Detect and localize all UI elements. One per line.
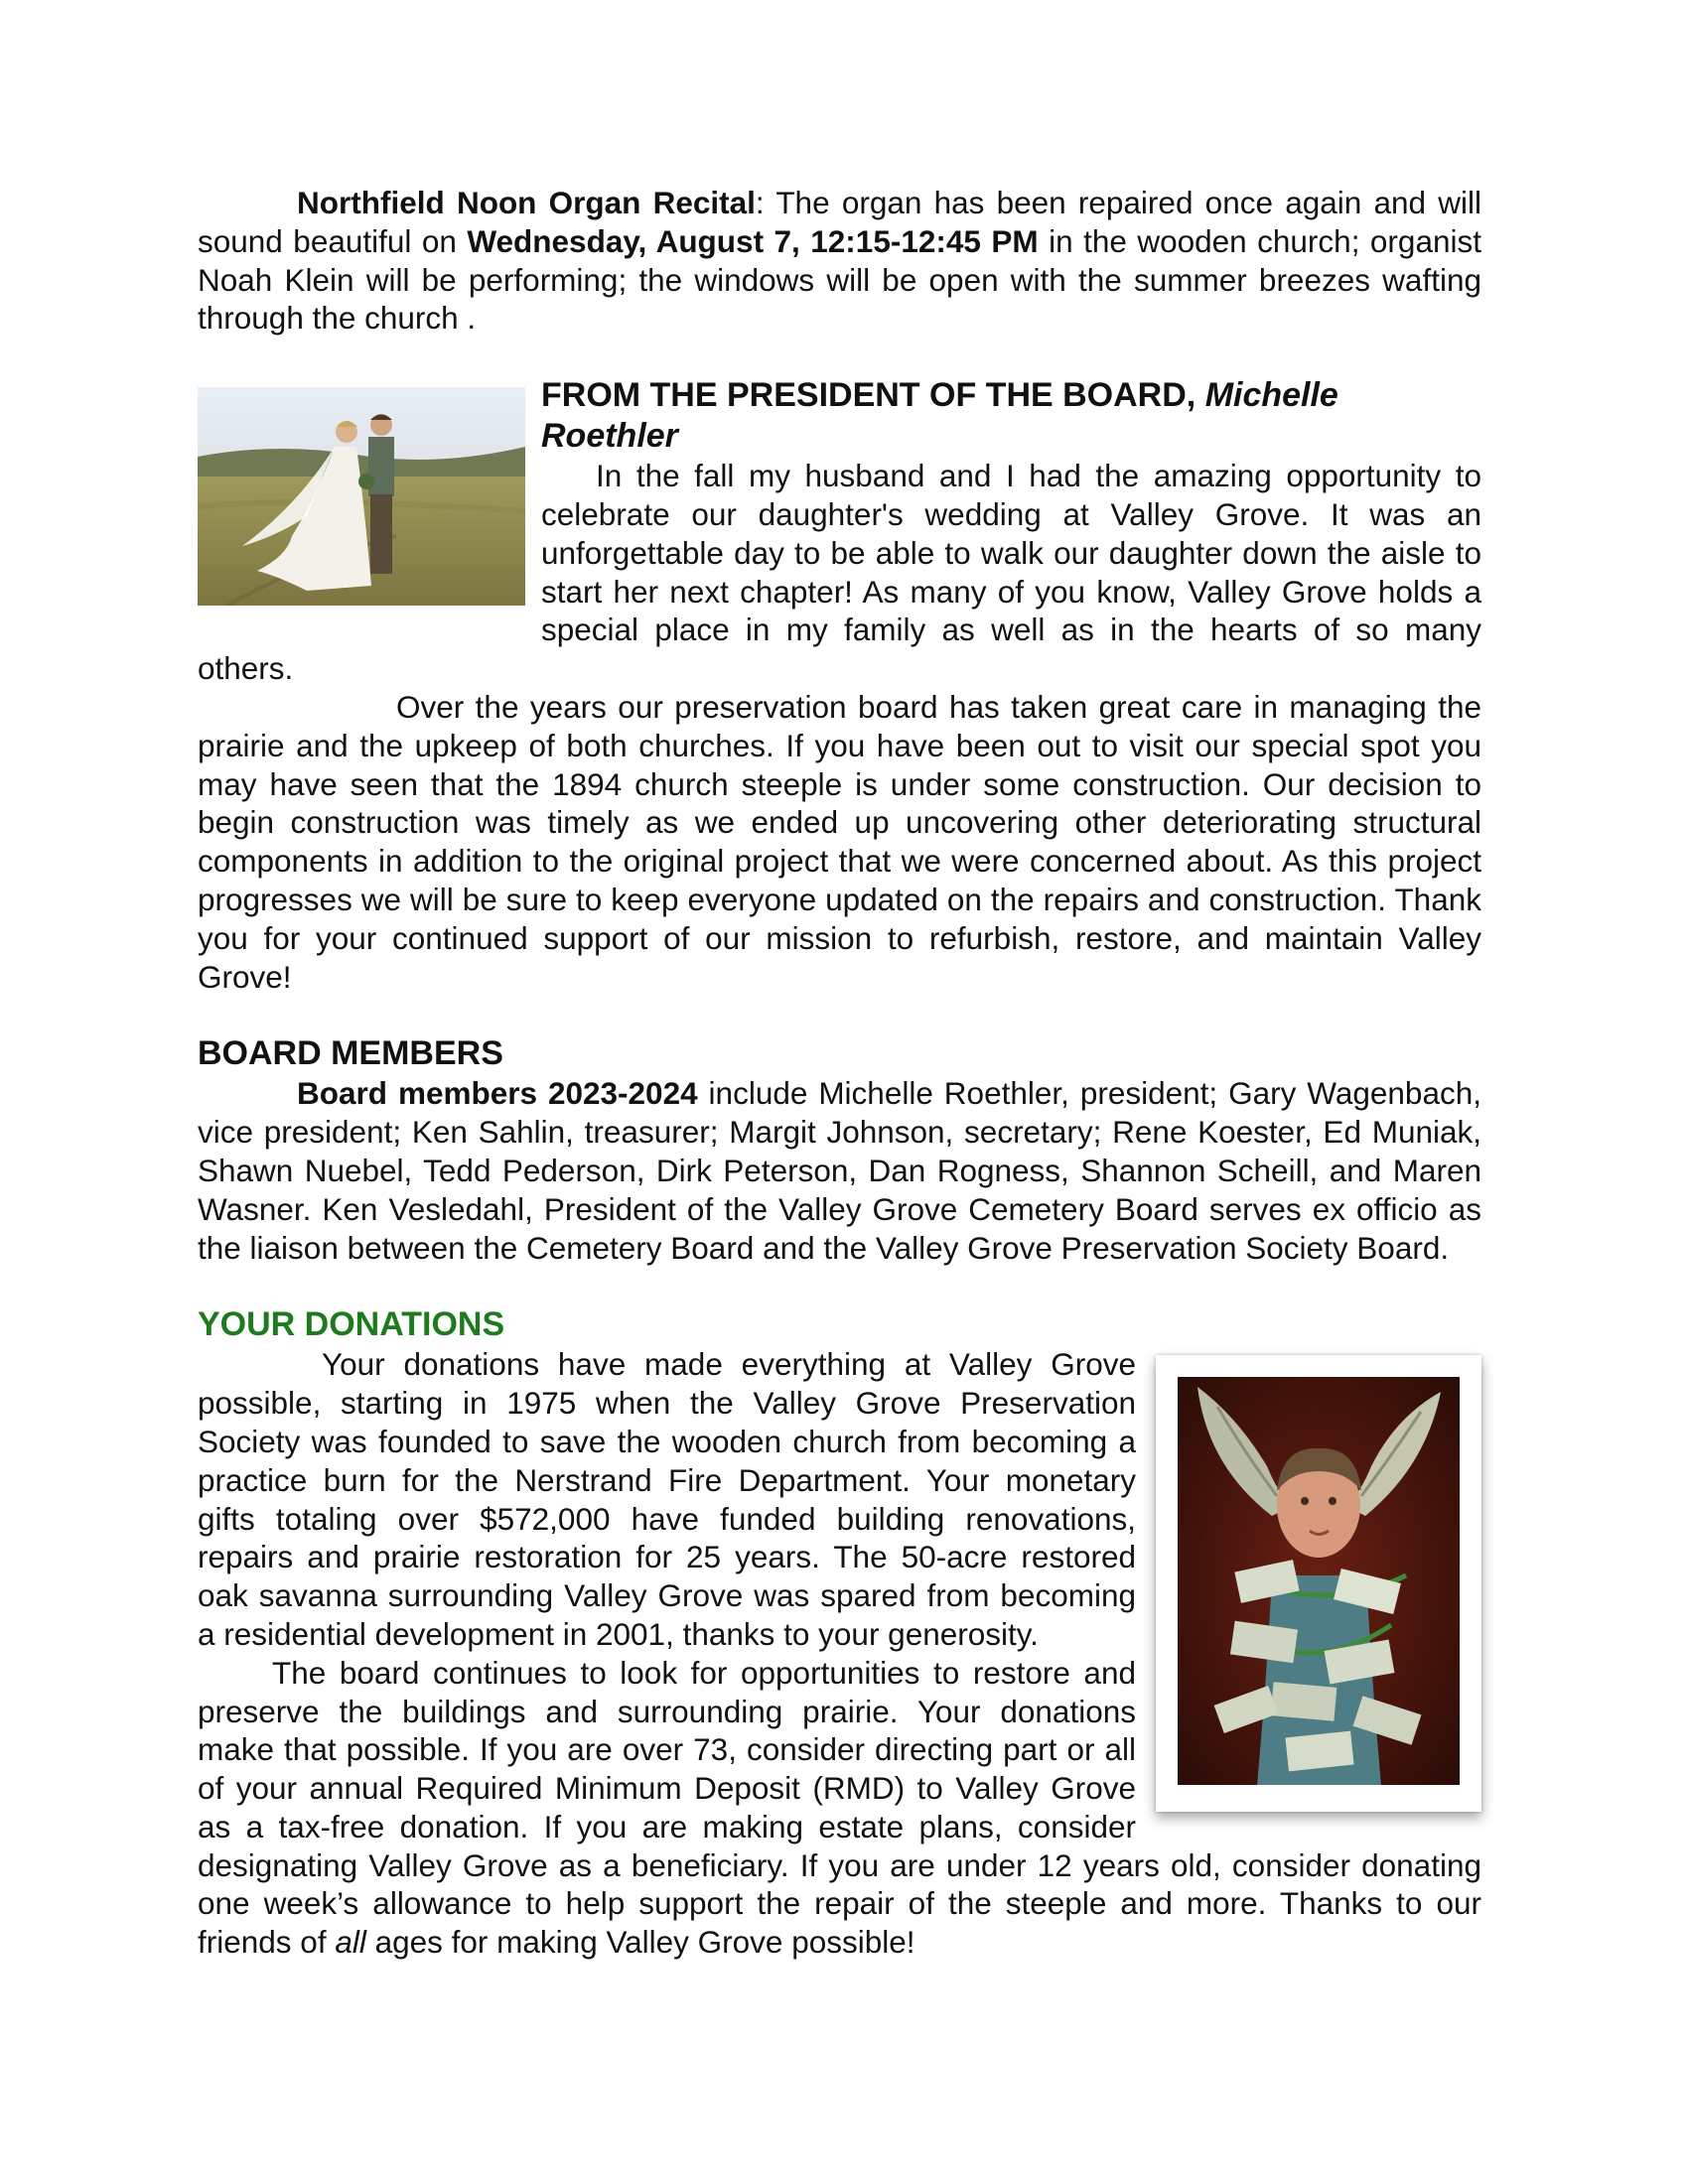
donations-paragraph-2: The board continues to look for opportunities to restore and preserve the buildings and surrounding prairie. Your donations make that possible. If you are over 73, consider directing part or all of your annual Required Minimum Deposit (RMD) to Valley Grove as a tax-free donation. If you are making estate plans, consider designating Valley Grove as a beneficiary. If you are under 12 years old, consider donating one week’s allowance to help support the repair of the steeple and more. Thanks to our friends of all ages for making Valley Grove possible! <box>198 1654 1481 1961</box>
donations-paragraph-1: Your donations have made everything at Valley Grove possible, starting in 1975 when the Valley Grove Preservation Society was founded to save the wooden church from becoming a practice burn for the Nerstrand Fire Department. Your monetary gifts totaling over $572,000 have funded building renovations, repairs and prairie restoration for 25 years. The 50-acre restored oak savanna surrounding Valley Grove was spared from becoming a residential development in 2001, thanks to your generosity. <box>198 1346 1136 1652</box>
donations-heading: YOUR DONATIONS <box>198 1305 505 1344</box>
president-paragraph-1: In the fall my husband and I had the amazing opportunity to celebrate our daughter's wedding at Valley Grove. It was an unforgettable day to be able to walk our daughter down the aisle to start her next chapter! As many of you know, Valley Grove holds a special place in my family as well as in the hearts of so many others. <box>198 458 1481 687</box>
president-name: Michelle Roethler <box>541 376 1338 456</box>
newsletter-page <box>198 184 1481 1962</box>
recital-title: Northfield Noon Organ Recital <box>297 185 756 220</box>
president-heading: FROM THE PRESIDENT OF THE BOARD, Michelle Roethler <box>541 376 1338 456</box>
wedding-photo <box>198 387 525 606</box>
board-paragraph: Board members 2023-2024 include Michelle Roethler, president; Gary Wagenbach, vice president; Ken Sahlin, treasurer; Margit Johnson, secretary; Rene Koester, Ed Muniak, Shawn Nuebel, Tedd Pederson, Dirk Peterson, Dan Rogness, Shannon Scheill, and Maren Wasner. Ken Vesledahl, President of the Valley Grove Cemetery Board serves ex officio as the liaison between the Cemetery Board and the Valley Grove Preservation Society Board. <box>198 1075 1481 1266</box>
recital-date-time: Wednesday, August 7, 12:15-12:45 PM <box>467 222 1039 259</box>
angel-photo <box>1156 1355 1481 1812</box>
board-lead: Board members 2023-2024 <box>297 1075 698 1112</box>
recital-paragraph: Northfield Noon Organ Recital: The organ has been repaired once again and will sound beautiful on Wednesday, August 7, 12:15-12:45 PM in the wooden church; organist Noah Klein will be performing; the windows will be open with the summer breezes wafting through the church . <box>198 185 1481 337</box>
board-heading: BOARD MEMBERS <box>198 1034 503 1073</box>
president-paragraph-2: Over the years our preservation board has taken great care in managing the prairie and the upkeep of both churches. If you have been out to visit our special spot you may have seen that the 1894 church steeple is under some construction. Our decision to begin construction was timely as we ended up uncovering other deteriorating structural components in addition to the original project that we were concerned about. As this project progresses we will be sure to keep everyone updated on the repairs and construction. Thank you for your continued support of our mission to refurbish, restore, and maintain Valley Grove! <box>198 688 1481 995</box>
